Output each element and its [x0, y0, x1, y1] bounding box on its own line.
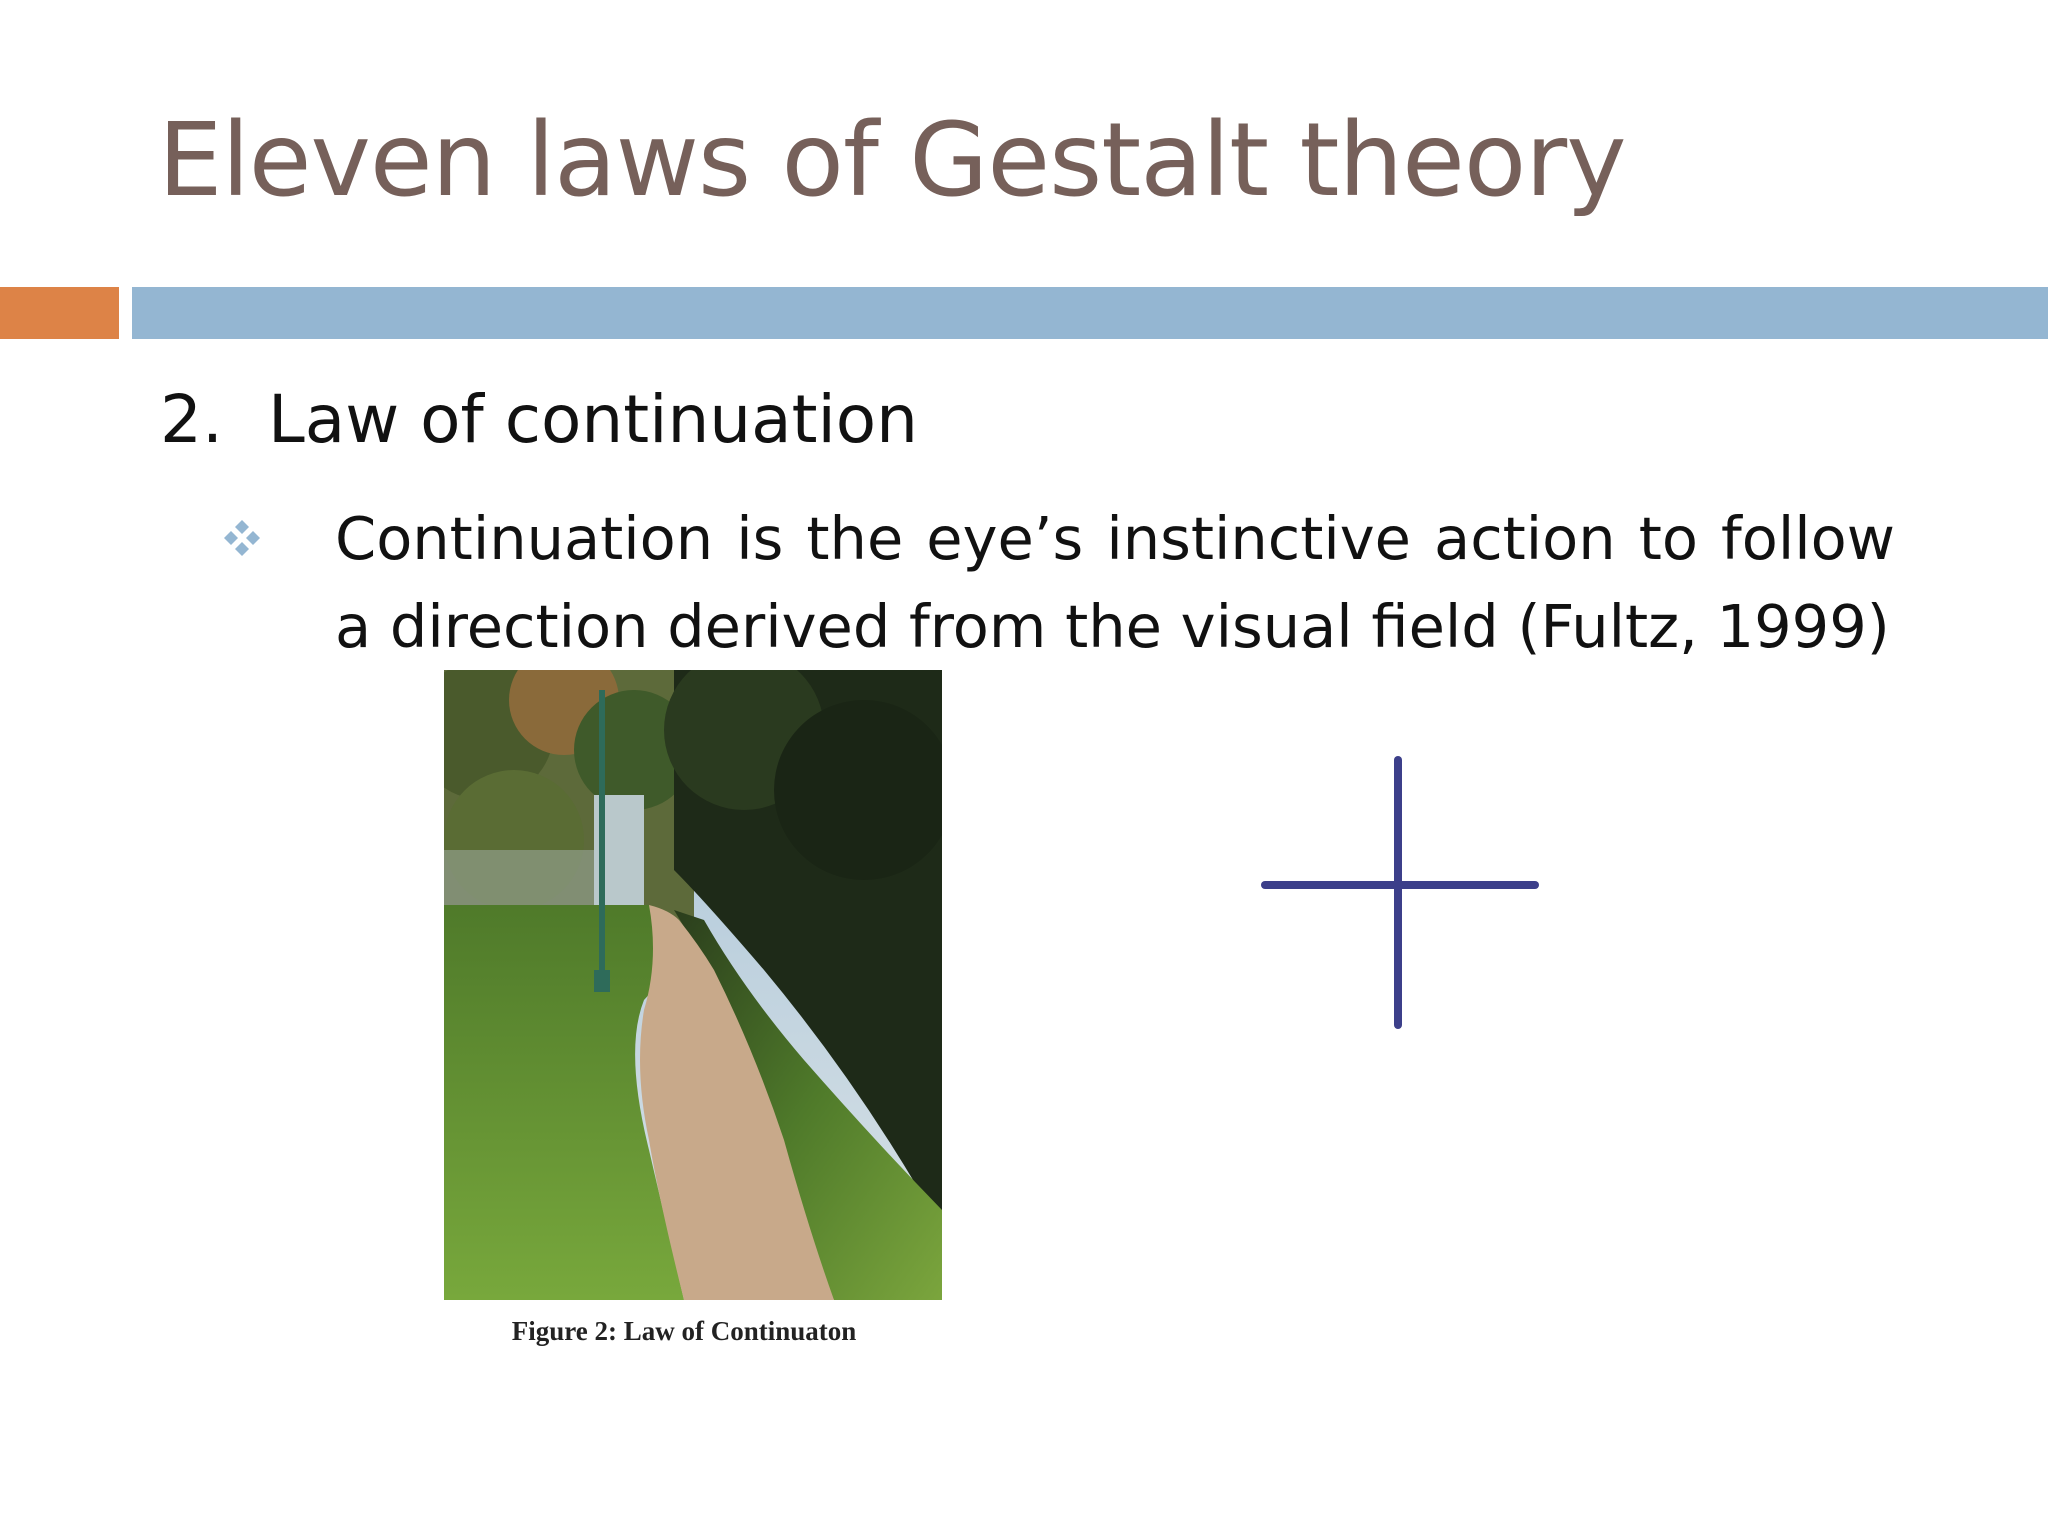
heading-number: 2. — [160, 381, 223, 458]
cross-figure — [1255, 755, 1555, 1035]
heading-text: Law of continuation — [268, 381, 919, 458]
four-diamond-bullet-icon — [222, 518, 262, 558]
section-heading — [160, 380, 918, 459]
figure-caption: Figure 2: Law of Continuaton — [511, 1316, 857, 1346]
header-bar — [132, 287, 2048, 339]
bullet-text: Continuation is the eye’s instinctive action to follow a direction derived from the visual field (Fultz, 1999) — [335, 504, 1895, 661]
accent-bar — [0, 287, 119, 339]
slide-title: Eleven laws of Gestalt theory — [158, 101, 1626, 220]
garden-path-photo — [444, 670, 942, 1300]
